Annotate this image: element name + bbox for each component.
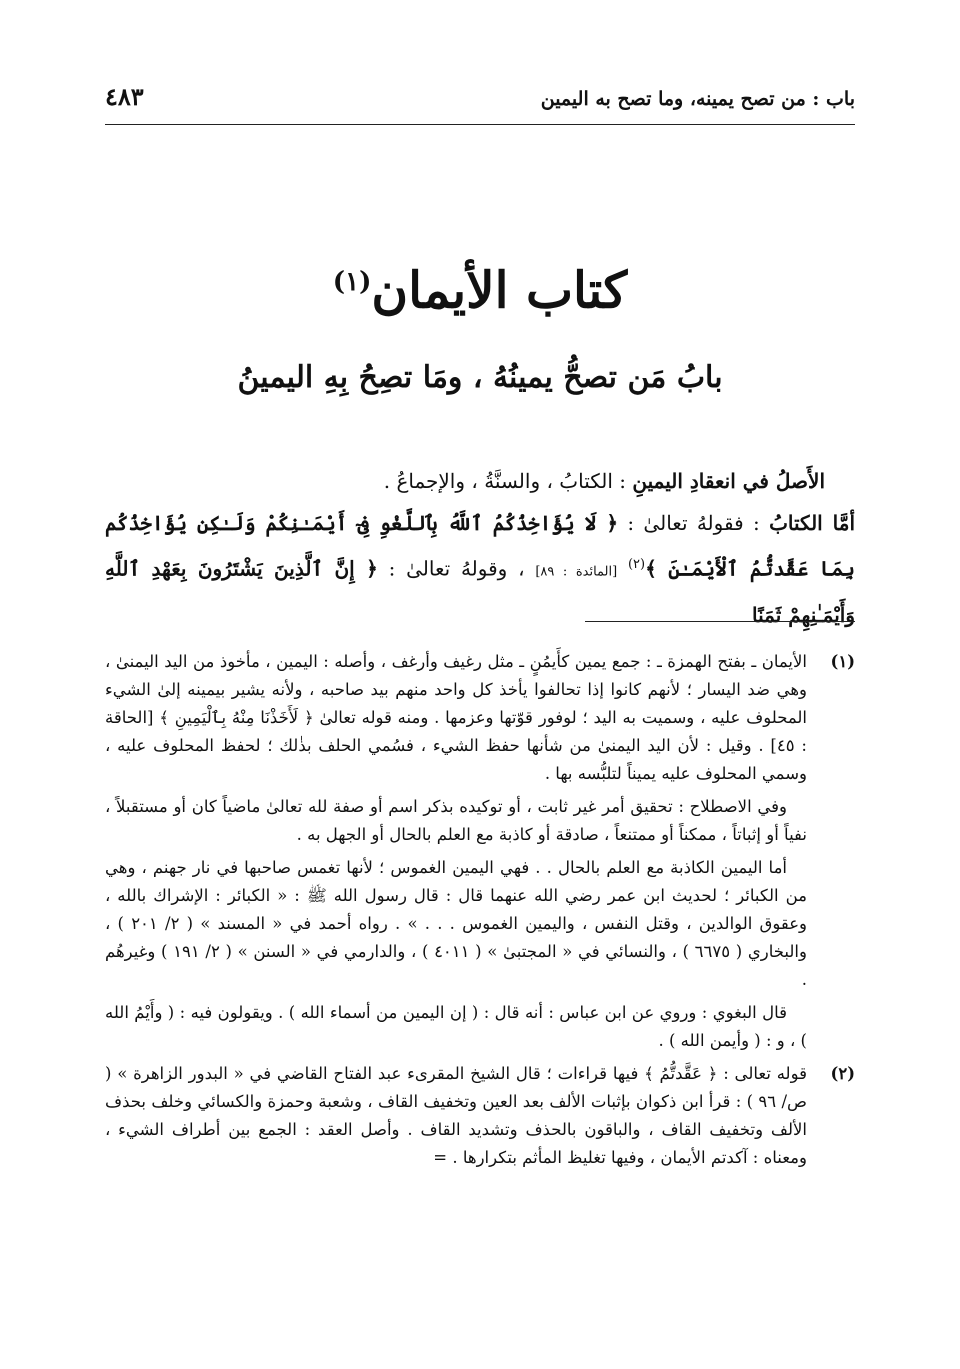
footnote-paragraph: وفي الاصطلاح : تحقيق أمر غير ثابت ، أو توكيده بذكر اسم أو صفة لله تعالىٰ ماضياً كان أو مستقبلاً ، نفياً أو إثباتاً ، ممكناً أو ممتنعاً ، صادقة أو كاذبة مع العلم بالحال أو الجهل به .: [105, 797, 807, 844]
footnote-ref-2[interactable]: (٢): [627, 557, 646, 572]
footnote-paragraph: قال البغوي : وروي عن ابن عباس : أنه قال : ( إن اليمين من أسماء الله ) . ويقولون فيه : ( وأَيْمُ الله ) ، و : ( وأيمن الله ) .: [105, 1003, 807, 1050]
surah-reference: [المائدة : ٨٩]: [535, 564, 618, 580]
paragraph-origin-label: الأَصلُ في انعقادِ اليمينِ: [632, 469, 825, 493]
book-title-note-ref[interactable]: (١): [332, 267, 372, 297]
footnote-number: (٢): [830, 1064, 855, 1083]
quran-verse-1: ﴿ لَا يُؤَاخِذُكُمُ ٱللَّهُ بِٱللَّغْوِ فِىٓ أَيْمَـٰنِكُمْ وَلَـٰكِن يُؤَاخِذُكُم بِمَا عَقَّدتُّمُ ٱلْأَيْمَـٰنَ ﴾: [105, 511, 856, 581]
paragraph-origin-text: : الكتابُ ، والسنَّةُ ، والإجماعُ .: [383, 469, 633, 493]
footnote-paragraph: أما اليمين الكاذبة مع العلم بالحال . . فهي اليمين الغموس ؛ لأنها تغمس صاحبها في نار جهنم ، وهي من الكبائر ؛ لحديث ابن عمر رضي الله عنهما قال : قال رسول الله ﷺ : « الكبائر : الإشراك بالله ، وعقوق الوالدين ، وقتل النفس ، واليمين الغموس . . . » . رواه أحمد في « المسند » ( ٢/ ٢٠١ ) ، والبخاري ( ٦٦٧٥ ) ، والنسائي في « المجتبىٰ » ( ٤٠١١ ) ، والدارمي في « السنن » ( ٢/ ١٩١ ) وغيرهُم .: [105, 858, 808, 989]
paragraph-quran-evidence: [105, 502, 855, 636]
footnote-paragraph: قوله تعالى : ﴿ عَقَّدتُّمُ ﴾ فيها قراءات ؛ قال الشيخ المقرىء عبد الفتاح القاضي في « البدور الزاهرة » ( ص/ ٩٦ ) : قرأ ابن ذكوان بإثبات الألف بعد العين وتخفيف القاف ، وشعبة وحمزة والكسائي وخلف بحذف الألف وتخفيف القاف ، والباقون بالحذف وتشديد القاف . وأصل العقد : الجمع بين أطراف الشيء ، ومعناه : آكدتم الأيمان ، وفيها تغليظ المأثم بتكرارها . =: [105, 1064, 807, 1167]
footnotes: [105, 648, 855, 1177]
footnote-1: [105, 648, 855, 1055]
footnote-paragraph: الأيمان ـ بفتح الهمزة ـ : جمع يمين كأَيمُنٍ ـ مثل رغيف وأرغف ، وأصله : اليمين ، مأخوذ من اليد اليمنىٰ ، وهي ضد اليسار ؛ لأنهم كانوا إذا تحالفوا يأخذ كل واحد منهم بيد صاحبه ، ولأنه يشير بيمينه إلىٰ الشيء المحلوف عليه ، وسميت به اليد ؛ لوفور قوّتها وعزمها . ومنه قوله تعالىٰ ﴿ لَأَخَذْنَا مِنْهُ بِٱلْيَمِينِ ﴾ [الحاقة : ٤٥] . وقيل : لأن اليد اليمنىٰ من شأنها حفظ الشيء ، فسُمي الحلف بذٰلك ؛ لحفظ المحلوف عليه ، وسمي المحلوف عليه يميناً لتلبُّسه بها .: [105, 652, 807, 783]
running-title: باب : من تصح يمينه، وما تصح به اليمين: [540, 88, 855, 110]
footnote-number: (١): [830, 652, 855, 671]
footnote-divider: [585, 621, 855, 622]
footnote-2: [105, 1060, 855, 1172]
chapter-title: بابُ مَن تصحُّ يمينُهُ ، ومَا تصِحُ بِهِ اليمينُ: [237, 360, 723, 395]
quran-evidence-text-b: ، وقولهُ تعالىٰ :: [377, 556, 536, 581]
quran-verse-2: ﴿ إِنَّ ٱلَّذِينَ يَشْتَرُونَ بِعَهْدِ ٱللَّهِ وَأَيْمَـٰنِهِمْ ثَمَنًا: [105, 556, 855, 627]
main-text: [105, 460, 855, 636]
book-title: [105, 252, 855, 321]
page-number: ٤٨٣: [105, 82, 144, 111]
book-title-text: كتاب الأيمان: [371, 260, 628, 320]
quran-evidence-text-a: : فقولهُ تعالىٰ :: [618, 511, 770, 535]
page-header: [105, 82, 855, 125]
paragraph-origin: [105, 460, 855, 502]
quran-evidence-label: أمَّا الكتابُ: [769, 511, 856, 535]
